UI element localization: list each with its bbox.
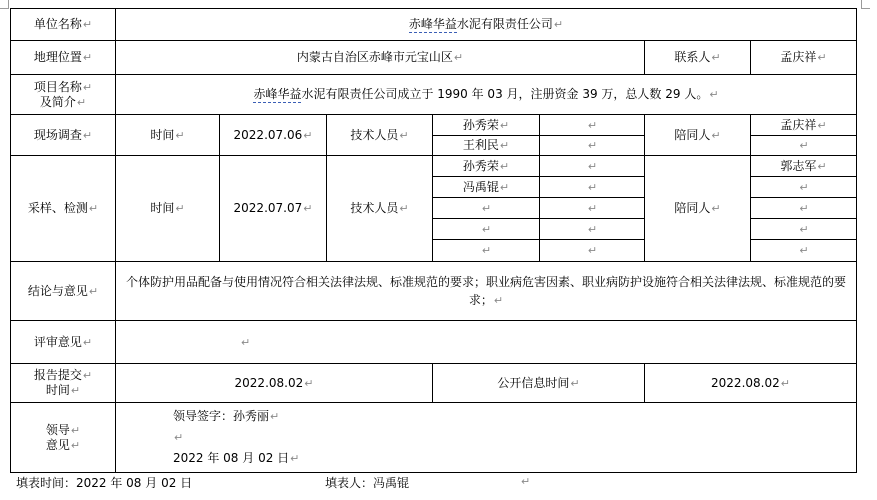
survey-tech-extra-2: ↵ <box>539 135 645 156</box>
crop-mark-top-right <box>861 0 870 9</box>
contact-label: 联系人 ↵ <box>644 40 751 75</box>
sampling-tech-extra-2: ↵ <box>539 176 645 198</box>
sampling-label: 采样、检测 ↵ <box>10 155 116 262</box>
sampling-accompany-1: 郭志军 ↵ <box>750 155 857 177</box>
footer-fill-time: 填表时间：2022 年 08 月 02 日 <box>16 476 193 490</box>
project-label: 项目名称↵ 及简介↵ <box>10 74 116 115</box>
sampling-tech-1: 孙秀荣 ↵ <box>432 155 540 177</box>
leader-opinion-label: 领导↵ 意见↵ <box>10 402 116 473</box>
location-label: 地理位置 ↵ <box>10 40 116 75</box>
sampling-tech-extra-5: ↵ <box>539 239 645 262</box>
sampling-tech-4: ↵ <box>432 218 540 240</box>
survey-tech-label: 技术人员 ↵ <box>326 114 433 156</box>
sampling-tech-3: ↵ <box>432 197 540 219</box>
leader-date: 2022 年 08 月 02 日 <box>173 451 290 465</box>
unit-name-label: 单位名称 ↵ <box>10 8 116 41</box>
sampling-time-value: 2022.07.07 ↵ <box>219 155 327 262</box>
conclusion-text: 个体防护用品配备与使用情况符合相关法律法规、标准规范的要求；职业病危害因素、职业病防护设施符合相关法律法规、标准规范的要求；↵ <box>115 261 857 321</box>
survey-time-label: 时间 ↵ <box>115 114 220 156</box>
sampling-tech-2: 冯禹锟 ↵ <box>432 176 540 198</box>
sampling-tech-label: 技术人员 ↵ <box>326 155 433 262</box>
sampling-accompany-3: ↵ <box>750 197 857 219</box>
leader-opinion-content: 领导签字：孙秀丽↵ ↵ 2022 年 08 月 02 日↵ <box>115 402 857 473</box>
crop-mark-top-left <box>0 0 9 9</box>
sampling-accompany-4: ↵ <box>750 218 857 240</box>
leader-signature: 领导签字：孙秀丽 <box>173 409 270 423</box>
sampling-accompany-2: ↵ <box>750 176 857 198</box>
review-value: ↵ <box>115 320 857 364</box>
project-description: 赤峰华益 水泥有限责任公司成立于 1990 年 03 月，注册资金 39 万，总人数 29 人。 ↵ <box>115 74 857 115</box>
sampling-tech-extra-1: ↵ <box>539 155 645 177</box>
survey-time-value: 2022.07.06 ↵ <box>219 114 327 156</box>
survey-tech-extra-1: ↵ <box>539 114 645 136</box>
company-name-rest: 水泥有限责任公司 <box>456 17 553 31</box>
sampling-tech-5: ↵ <box>432 239 540 262</box>
public-info-date: 2022.08.02 ↵ <box>644 363 857 403</box>
footer-mark: ↵ <box>521 475 531 488</box>
location-value: 内蒙古自治区赤峰市元宝山区 ↵ <box>115 40 645 75</box>
survey-accompany-label: 陪同人 ↵ <box>644 114 751 156</box>
footer-filler: 填表人：冯禹锟 <box>325 476 410 490</box>
unit-name-value: 赤峰华益 水泥有限责任公司 ↵ <box>115 8 857 41</box>
company-name-prefix: 赤峰华益 <box>408 16 457 31</box>
sampling-accompany-label: 陪同人 ↵ <box>644 155 751 262</box>
review-label: 评审意见 ↵ <box>10 320 116 364</box>
survey-accompany-1: 孟庆祥 ↵ <box>750 114 857 136</box>
sampling-tech-extra-4: ↵ <box>539 218 645 240</box>
sampling-accompany-5: ↵ <box>750 239 857 262</box>
contact-value: 孟庆祥 ↵ <box>750 40 857 75</box>
survey-accompany-2: ↵ <box>750 135 857 156</box>
public-info-label: 公开信息时间 ↵ <box>432 363 645 403</box>
sampling-time-label: 时间 ↵ <box>115 155 220 262</box>
report-submit-label: 报告提交↵ 时间↵ <box>10 363 116 403</box>
sampling-tech-extra-3: ↵ <box>539 197 645 219</box>
survey-tech-1: 孙秀荣 ↵ <box>432 114 540 136</box>
survey-label: 现场调查 ↵ <box>10 114 116 156</box>
report-submit-date: 2022.08.02 ↵ <box>115 363 433 403</box>
conclusion-label: 结论与意见 ↵ <box>10 261 116 321</box>
survey-tech-2: 王利民 ↵ <box>432 135 540 156</box>
